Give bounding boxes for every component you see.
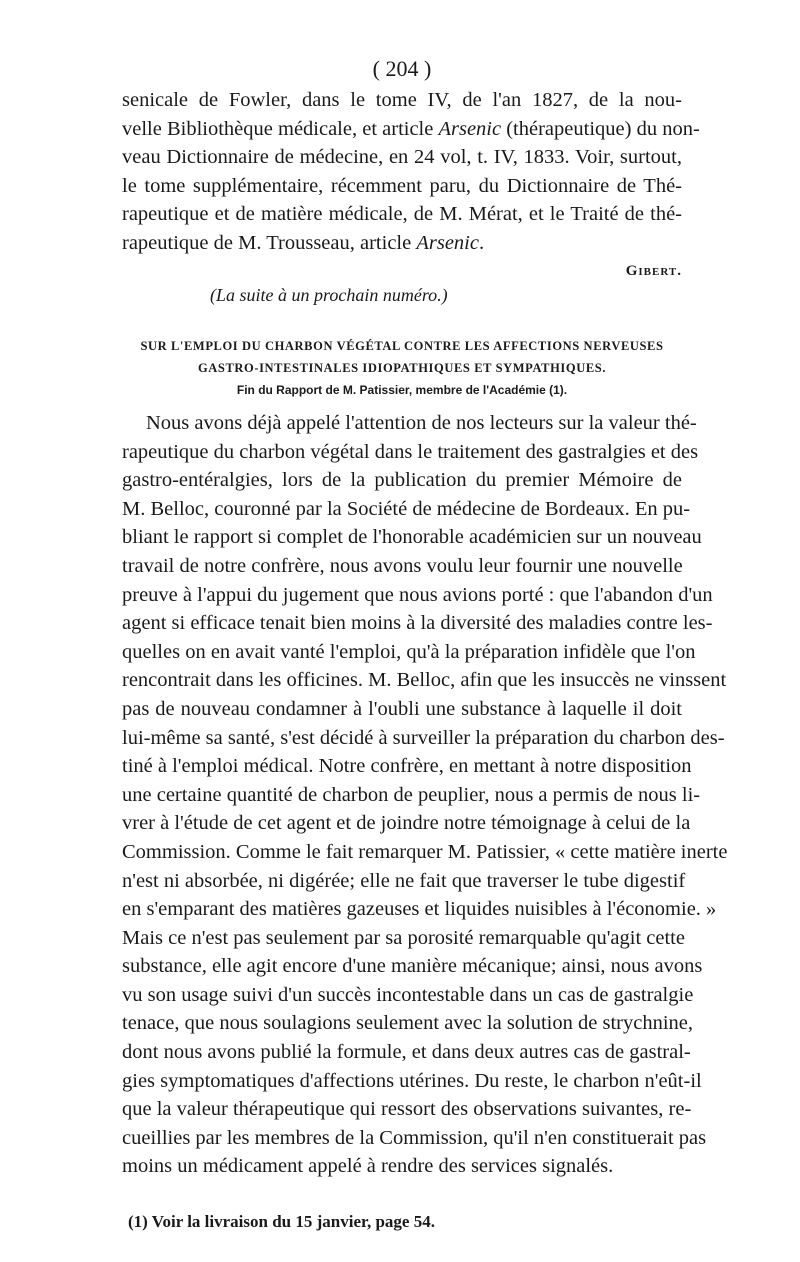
text-line: rapeutique de M. Trousseau, article Arsenic.	[122, 231, 485, 254]
text-line: quelles on en avait vanté l'emploi, qu'à la préparation infidèle que l'on	[122, 640, 696, 663]
text-line: Commission. Comme le fait remarquer M. Patissier, « cette matière inerte	[122, 840, 728, 863]
text-line: en s'emparant des matières gazeuses et liquides nuisibles à l'économie. »	[122, 898, 717, 921]
text-line: une certaine quantité de charbon de peuplier, nous a permis de nous li-	[122, 783, 701, 806]
text-line: cueillies par les membres de la Commission, qu'il n'en constituerait pas	[122, 1126, 707, 1149]
text-line: pas de nouveau condamner à l'oubli une substance à laquelle il doit	[122, 697, 682, 720]
text-line: travail de notre confrère, nous avons voulu leur fournir une nouvelle	[122, 554, 683, 577]
footnote: (1) Voir la livraison du 15 janvier, page 54.	[128, 1212, 435, 1232]
text-line: senicale de Fowler, dans le tome IV, de l'an 1827, de la nou-	[122, 89, 682, 111]
text-line: preuve à l'appui du jugement que nous avions porté : que l'abandon d'un	[122, 583, 713, 606]
text-line: agent si efficace tenait bien moins à la diversité des maladies contre les-	[122, 612, 713, 635]
text-line: Nous avons déjà appelé l'attention de nos lecteurs sur la valeur thé-	[146, 412, 697, 434]
author-signature: Gibert.	[625, 263, 682, 279]
text-line: vrer à l'étude de cet agent et de joindre notre témoignage à celui de la	[122, 812, 691, 835]
article-title-line-2: GASTRO-INTESTINALES IDIOPATHIQUES ET SYMPATHIQUES.	[197, 361, 607, 375]
text-line: tiné à l'emploi médical. Notre confrère, en mettant à notre disposition	[122, 755, 692, 778]
article-title-line-1: SUR L'EMPLOI DU CHARBON VÉGÉTAL CONTRE LES AFFECTIONS NERVEUSES	[140, 339, 664, 353]
text-line: vu son usage suivi d'un succès incontestable dans un cas de gastralgie	[122, 983, 694, 1006]
text-line: moins un médicament appelé à rendre des services signalés.	[122, 1155, 614, 1178]
article-body	[122, 409, 728, 1181]
text-line: lui-même sa santé, s'est décidé à surveiller la préparation du charbon des-	[122, 726, 725, 749]
text-line: rapeutique du charbon végétal dans le traitement des gastralgies et des	[122, 440, 699, 463]
text-line: substance, elle agit encore d'une manière mécanique; ainsi, nous avons	[122, 955, 703, 978]
page	[122, 54, 728, 1233]
text-line: velle Bibliothèque médicale, et article Arsenic (thérapeutique) du non-	[122, 117, 700, 140]
continued-note: (La suite à un prochain numéro.)	[210, 285, 448, 305]
text-line: rapeutique et de matière médicale, de M. Mérat, et le Traité de thé-	[122, 203, 682, 225]
text-line: rencontrait dans les officines. M. Belloc, afin que les insuccès ne vinssent	[122, 669, 727, 692]
text-line: le tome supplémentaire, récemment paru, du Dictionnaire de Thé-	[122, 174, 682, 197]
text-line: dont nous avons publié la formule, et dans deux autres cas de gastral-	[122, 1041, 691, 1064]
text-line: gastro-entéralgies, lors de la publication du premier Mémoire de	[122, 469, 682, 492]
text-line: tenace, que nous soulagions seulement avec la solution de strychnine,	[122, 1012, 693, 1035]
text-line: que la valeur thérapeutique qui ressort des observations suivantes, re-	[122, 1098, 692, 1121]
text-line: Mais ce n'est pas seulement par sa porosité remarquable qu'agit cette	[122, 926, 685, 949]
page-number: ( 204 )	[372, 56, 432, 81]
text-line: n'est ni absorbée, ni digérée; elle ne fait que traverser le tube digestif	[122, 869, 686, 892]
article-title	[122, 335, 682, 379]
article-subtitle: Fin du Rapport de M. Patissier, membre de l'Académie (1).	[236, 383, 568, 397]
text-line: bliant le rapport si complet de l'honorable académicien sur un nouveau	[122, 526, 702, 549]
text-line: gies symptomatiques d'affections utérines. Du reste, le charbon n'eût-il	[122, 1069, 702, 1092]
text-line: veau Dictionnaire de médecine, en 24 vol, t. IV, 1833. Voir, surtout,	[122, 146, 682, 168]
text-line: M. Belloc, couronné par la Société de médecine de Bordeaux. En pu-	[122, 497, 691, 520]
previous-article-text	[122, 86, 700, 257]
